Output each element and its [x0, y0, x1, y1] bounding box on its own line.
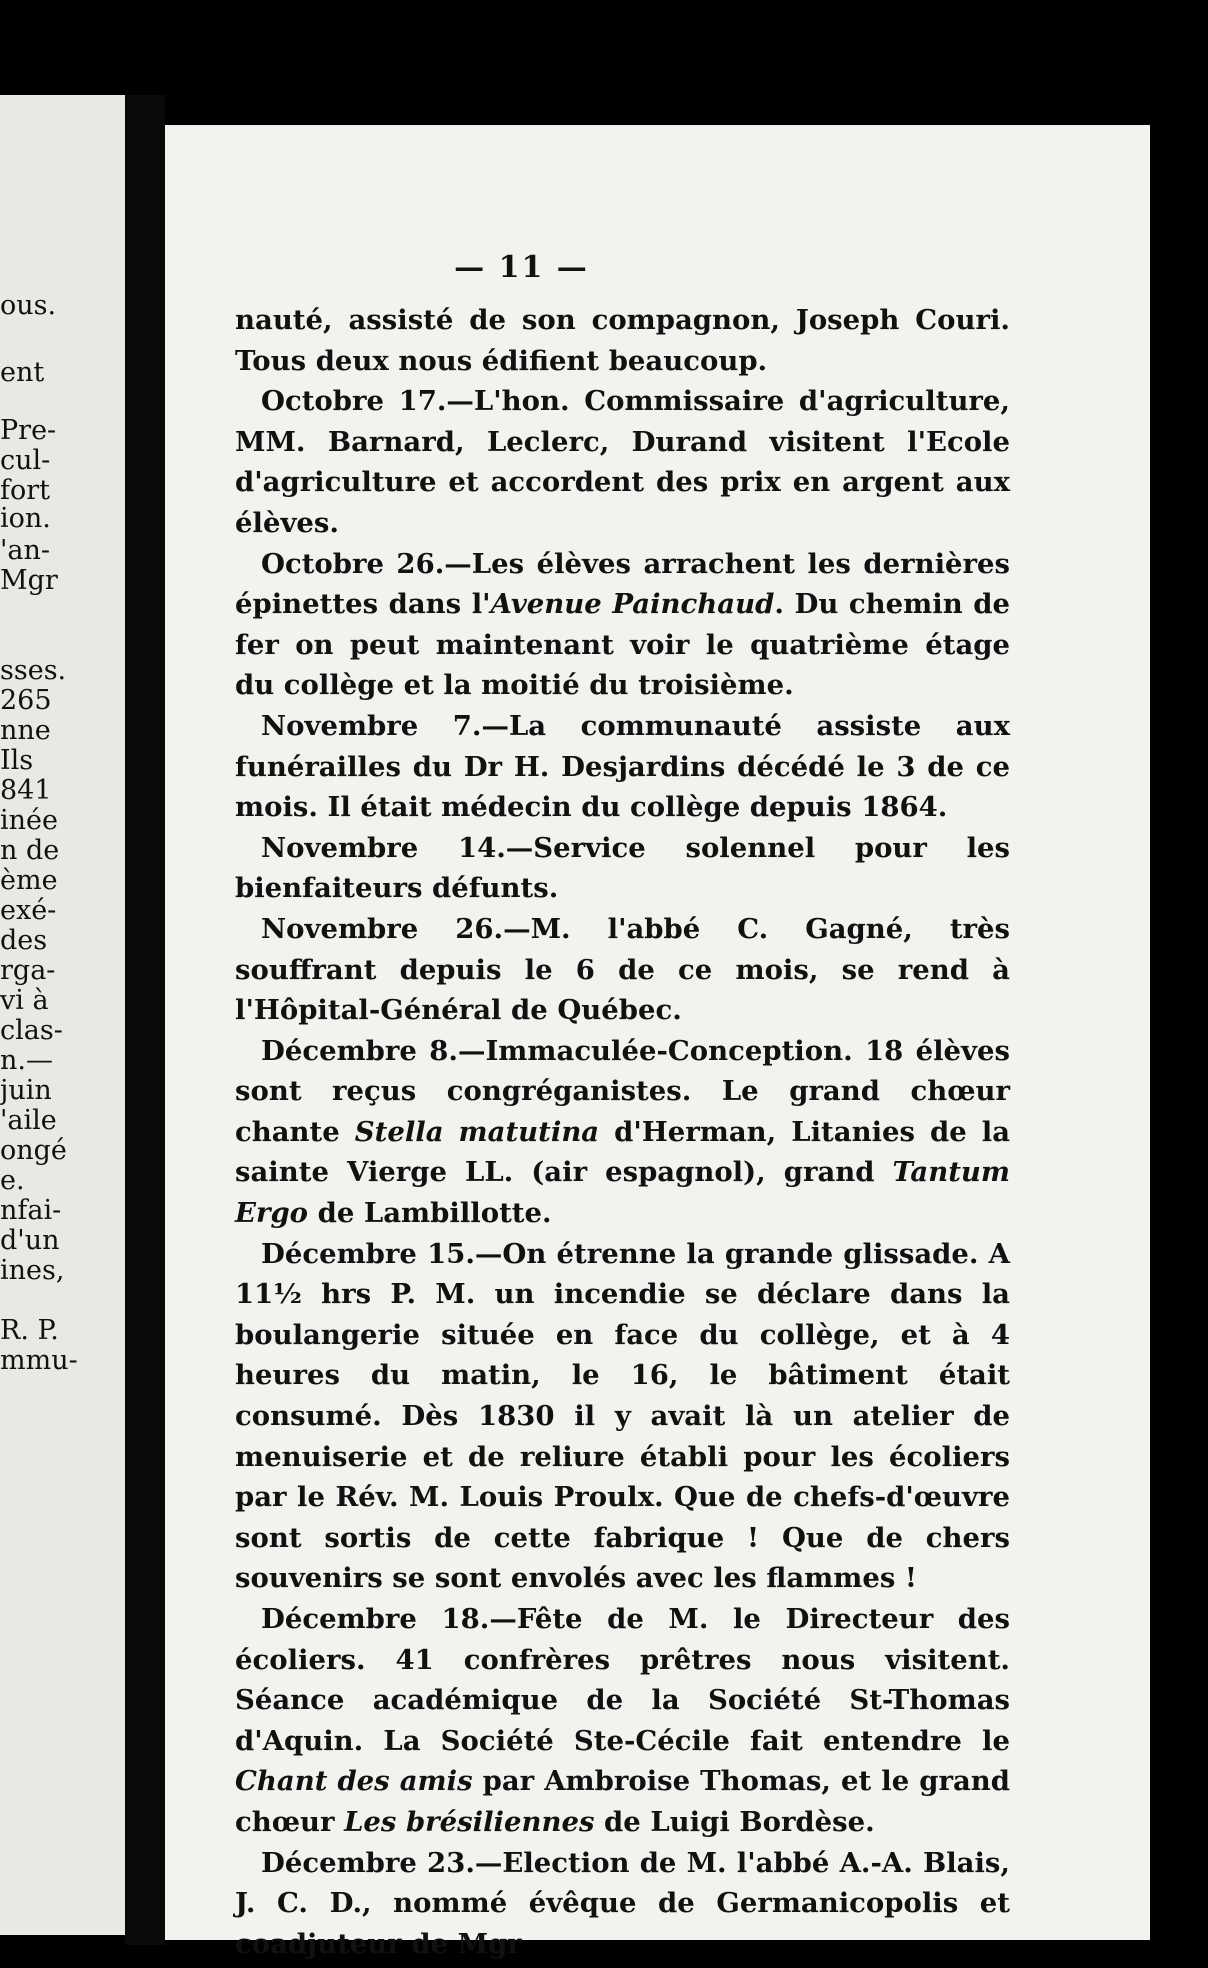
- page-number: — 11 —: [454, 250, 589, 285]
- paragraph: Octobre 17.—L'hon. Commissaire d'agriculture, MM. Barnard, Leclerc, Durand visitent l'Ecole d'agriculture et accordent des prix en argent aux élèves.: [235, 385, 1010, 539]
- left-page-fragment: mmu-: [0, 1345, 78, 1376]
- left-page-fragment: e.: [0, 1165, 25, 1196]
- paragraph: Novembre 7.—La communauté assiste aux funérailles du Dr H. Desjardins décédé le 3 de ce mois. Il était médecin du collège depuis 1864.: [235, 709, 1010, 824]
- left-page-fragment: R. P.: [0, 1315, 59, 1346]
- left-page-fragment: ème: [0, 865, 58, 896]
- text-run: Décembre 18.—Fête de M. le Directeur des écoliers. 41 confrères prêtres nous visitent. Séance académique de la Société St-Thomas d'Aquin. La Société Ste-Cécile fait entendre le: [235, 1603, 1010, 1757]
- left-page-fragment: rga-: [0, 955, 56, 986]
- left-page-fragment: juin: [0, 1075, 52, 1106]
- body-text: [235, 300, 1010, 1964]
- left-page-fragment: fort: [0, 475, 51, 506]
- text-run: Décembre 8.—Immaculée-Conception. 18 élèves sont reçus congréganistes. Le grand chœur chante: [235, 1034, 1010, 1148]
- left-page-fragment: 265: [0, 685, 52, 716]
- text-run: par Ambroise Thomas, et le grand chœur: [235, 1765, 1010, 1838]
- left-page-fragment: Mgr: [0, 565, 58, 596]
- text-run: de Lambillotte.: [308, 1197, 552, 1230]
- paragraph: Décembre 15.—On étrenne la grande glissade. A 11½ hrs P. M. un incendie se déclare dans la boulangerie située en face du collège, et à 4 heures du matin, le 16, le bâtiment était consumé. Dès 1830 il y avait là un atelier de menuiserie et de reliure établi pour les écoliers par le Rév. M. Louis Proulx. Que de chefs-d'œuvre sont sortis de cette fabrique ! Que de chers souvenirs se sont envolés avec les flammes !: [235, 1237, 1010, 1595]
- left-page-fragment: des: [0, 925, 48, 956]
- left-page-fragment: cul-: [0, 445, 51, 476]
- left-page-fragment: vi à: [0, 985, 49, 1016]
- left-page-fragment: ent: [0, 357, 45, 388]
- paragraph: nauté, assisté de son compagnon, Joseph Couri. Tous deux nous édifient beaucoup.: [235, 304, 1010, 377]
- left-page-fragment: ines,: [0, 1255, 65, 1286]
- left-page-fragment: 'an-: [0, 535, 51, 566]
- paragraph: [235, 1031, 1010, 1234]
- left-page-fragment: exé-: [0, 895, 57, 926]
- paragraph: [235, 1599, 1010, 1843]
- paragraph: Novembre 14.—Service solennel pour les bienfaiteurs défunts.: [235, 831, 1010, 905]
- paragraph: [235, 544, 1010, 706]
- text-run: de Luigi Bordèse.: [594, 1805, 875, 1838]
- text-run: . Du chemin de fer on peut maintenant voir le quatrième étage du collège et la moitié du troisième.: [235, 588, 1010, 702]
- left-page-fragment: 841: [0, 775, 52, 806]
- italic-title: Avenue Painchaud: [490, 588, 775, 621]
- left-page-fragment: ongé: [0, 1135, 67, 1166]
- left-page-fragment: clas-: [0, 1015, 63, 1046]
- italic-title: Tantum Ergo: [235, 1156, 1010, 1230]
- left-page-fragment: Ils: [0, 745, 34, 776]
- left-facing-page: [0, 95, 125, 1935]
- text-run: Octobre 26.—Les élèves arrachent les dernières épinettes dans l': [235, 547, 1010, 621]
- left-page-fragment: 'aile: [0, 1105, 57, 1136]
- italic-title: Stella matutina: [354, 1115, 600, 1148]
- paragraph: Novembre 26.—M. l'abbé C. Gagné, très souffrant depuis le 6 de ce mois, se rend à l'Hôpital-Général de Québec.: [235, 912, 1010, 1027]
- left-page-fragment: ous.: [0, 290, 57, 321]
- left-page-fragment: sses.: [0, 655, 67, 686]
- italic-title: Chant des amis: [235, 1765, 473, 1798]
- left-page-fragment: nne: [0, 715, 51, 746]
- book-gutter: [125, 95, 165, 1945]
- italic-title: Les brésiliennes: [344, 1805, 595, 1838]
- left-page-fragments: [0, 95, 125, 1935]
- left-page-fragment: n.—: [0, 1045, 53, 1076]
- left-page-fragment: d'un: [0, 1225, 60, 1256]
- left-page-fragment: n de: [0, 835, 60, 866]
- left-page-fragment: Pre-: [0, 415, 57, 446]
- left-page-fragment: inée: [0, 805, 58, 836]
- paragraph: Décembre 23.—Election de M. l'abbé A.-A. Blais, J. C. D., nommé évêque de Germanicopolis et coadjuteur de Mgr: [235, 1846, 1010, 1960]
- text-run: d'Herman, Litanies de la sainte Vierge LL. (air espagnol), grand: [235, 1115, 1011, 1189]
- left-page-fragment: nfai-: [0, 1195, 62, 1226]
- left-page-fragment: ion.: [0, 503, 51, 534]
